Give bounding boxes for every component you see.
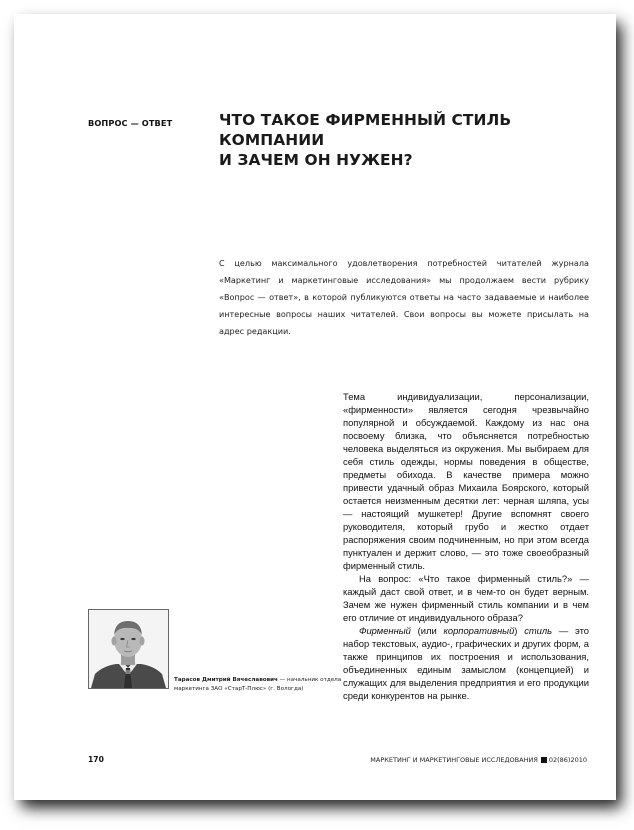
body-paragraph-1: Тема индивидуализации, персонализации, «фирменности» является сегодня чрезвычайно популярной и обсуждаемой. Каждому из нас она посвоему близка, что объясняется потребностью человека выделяться из окружения. Мы выбираем для себя стиль одежды, нормы поведения в обществе, предметы обихода. В качестве примера можно привести удачный образ Михаила Боярского, который остается неизменным десятки лет: черная шляпа, усы — настоящий мушкетер! Другие вспомнят своего руководителя, который грубо и жестко отдает распоряжения своим подчиненным, но при этом всегда пунктуален и держит слово, — это тоже своеобразный фирменный стиль. xyxy=(343,391,589,571)
term-corporate: корпоративный xyxy=(443,625,515,636)
rubric-label: ВОПРОС — ОТВЕТ xyxy=(88,118,173,128)
author-description: — начальник отдела маркетинга ЗАО «СтарТ-Плюс» (г. Вологда) xyxy=(174,677,342,692)
article-title-line-1: ЧТО ТАКОЕ ФИРМЕННЫЙ СТИЛЬ КОМПАНИИ xyxy=(219,111,512,149)
author-portrait-image xyxy=(89,610,168,688)
author-name: Тарасов Дмитрий Вячеславович xyxy=(174,677,278,683)
term-sep-2: ) xyxy=(514,625,525,636)
author-caption xyxy=(174,676,344,694)
body-paragraph-3-rest: — это набор текстовых, аудио-, графических и других форм, а также принципов их построения и использования, объединенных единым замыслом (концепцией) и служащих для выделения предприятия и его продукции среди конкурентов на рынке. xyxy=(343,625,589,701)
body-paragraph-2: На вопрос: «Что такое фирменный стиль?» — каждый даст свой ответ, и в чем-то он будет верным. Зачем же нужен фирменный стиль компании и в чем его отличие от индивидуального образа? xyxy=(343,573,589,623)
body-paragraph-3 xyxy=(343,624,589,702)
black-square-icon xyxy=(541,757,547,763)
term-sep-1: (или xyxy=(410,625,444,636)
journal-name: МАРКЕТИНГ И МАРКЕТИНГОВЫЕ ИССЛЕДОВАНИЯ xyxy=(370,756,538,764)
page-number: 170 xyxy=(88,755,104,764)
intro-paragraph: С целью максимального удовлетворения потребностей читателей журнала «Маркетинг и маркетинговые исследования» мы продолжаем вести рубрику «Вопрос — ответ», в которой публикуются ответы на часто задаваемые и наиболее интересные вопросы наших читателей. Свои вопросы вы можете присылать на адрес редакции. xyxy=(219,258,589,336)
term-style: стиль xyxy=(524,625,553,636)
article-body xyxy=(343,390,589,702)
article-title-line-2: И ЗАЧЕМ ОН НУЖЕН? xyxy=(219,151,413,169)
journal-issue: 02(86)2010 xyxy=(548,756,587,764)
term-firm: Фирменный xyxy=(359,625,411,636)
article-title xyxy=(219,110,589,170)
journal-footer xyxy=(370,756,587,764)
author-photo xyxy=(88,609,169,689)
magazine-page xyxy=(14,14,616,800)
